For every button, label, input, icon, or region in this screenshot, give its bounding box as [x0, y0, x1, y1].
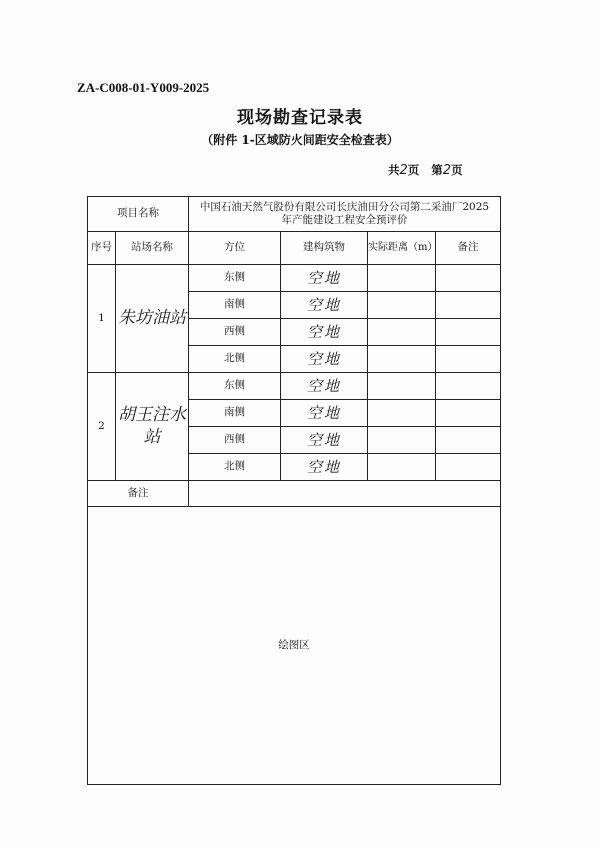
- distance-cell: [368, 373, 436, 400]
- project-name: 中国石油天然气股份有限公司长庆油田分公司第二采油厂2025 年产能建设工程安全预评价: [189, 197, 501, 232]
- drawing-area: 绘图区: [88, 507, 501, 785]
- building-cell-handwritten: 空地: [281, 400, 368, 427]
- header-row: [88, 232, 501, 265]
- remark-cell: [436, 454, 501, 481]
- page-subtitle: （附件 1-区域防火间距安全检查表）: [201, 133, 399, 147]
- building-cell-handwritten: 空地: [281, 346, 368, 373]
- header-distance: 实际距离（m）: [368, 232, 436, 265]
- project-label: 项目名称: [88, 197, 189, 232]
- direction-cell: 西侧: [189, 427, 281, 454]
- building-cell-handwritten: 空地: [281, 265, 368, 292]
- direction-cell: 南侧: [189, 400, 281, 427]
- page-current-value: 2: [442, 163, 452, 178]
- direction-cell: 北侧: [189, 346, 281, 373]
- page-total-prefix: 共: [388, 163, 400, 177]
- building-cell-handwritten: 空地: [281, 292, 368, 319]
- remark-cell: [436, 427, 501, 454]
- header-remark: 备注: [436, 232, 501, 265]
- station-name-handwritten: 胡王注水站: [116, 373, 189, 481]
- page-total-suffix: 页: [407, 163, 420, 177]
- table-row: [88, 265, 501, 292]
- station-name-handwritten: 朱坊油站: [116, 265, 189, 373]
- direction-cell: 东侧: [189, 265, 281, 292]
- remark-row: [88, 481, 501, 507]
- remark-value: [189, 481, 501, 507]
- remark-cell: [436, 373, 501, 400]
- page-count: [388, 162, 463, 178]
- page-total-value: 2: [399, 163, 408, 178]
- header-station: 站场名称: [116, 232, 189, 265]
- direction-cell: 南侧: [189, 292, 281, 319]
- page-current-suffix: 页: [451, 163, 463, 177]
- building-cell-handwritten: 空地: [281, 454, 368, 481]
- distance-cell: [368, 400, 436, 427]
- distance-cell: [368, 265, 436, 292]
- page-title: 现场勘查记录表: [237, 108, 363, 128]
- building-cell-handwritten: 空地: [281, 319, 368, 346]
- station-seq: 2: [88, 373, 116, 481]
- remark-label: 备注: [88, 481, 189, 507]
- header-direction: 方位: [189, 232, 281, 265]
- direction-cell: 西侧: [189, 319, 281, 346]
- document-code: ZA-C008-01-Y009-2025: [77, 80, 210, 95]
- page-current-prefix: 第: [431, 163, 443, 177]
- header-building: 建构筑物: [281, 232, 368, 265]
- station-seq: 1: [88, 265, 116, 373]
- project-row: [88, 197, 501, 232]
- remark-cell: [436, 265, 501, 292]
- drawing-area-row: [88, 507, 501, 785]
- distance-cell: [368, 427, 436, 454]
- inspection-table: [87, 196, 501, 785]
- header-seq: 序号: [88, 232, 116, 265]
- building-cell-handwritten: 空地: [281, 427, 368, 454]
- table-row: [88, 373, 501, 400]
- remark-cell: [436, 346, 501, 373]
- direction-cell: 北侧: [189, 454, 281, 481]
- direction-cell: 东侧: [189, 373, 281, 400]
- distance-cell: [368, 292, 436, 319]
- remark-cell: [436, 292, 501, 319]
- distance-cell: [368, 319, 436, 346]
- distance-cell: [368, 346, 436, 373]
- remark-cell: [436, 319, 501, 346]
- building-cell-handwritten: 空地: [281, 373, 368, 400]
- remark-cell: [436, 400, 501, 427]
- distance-cell: [368, 454, 436, 481]
